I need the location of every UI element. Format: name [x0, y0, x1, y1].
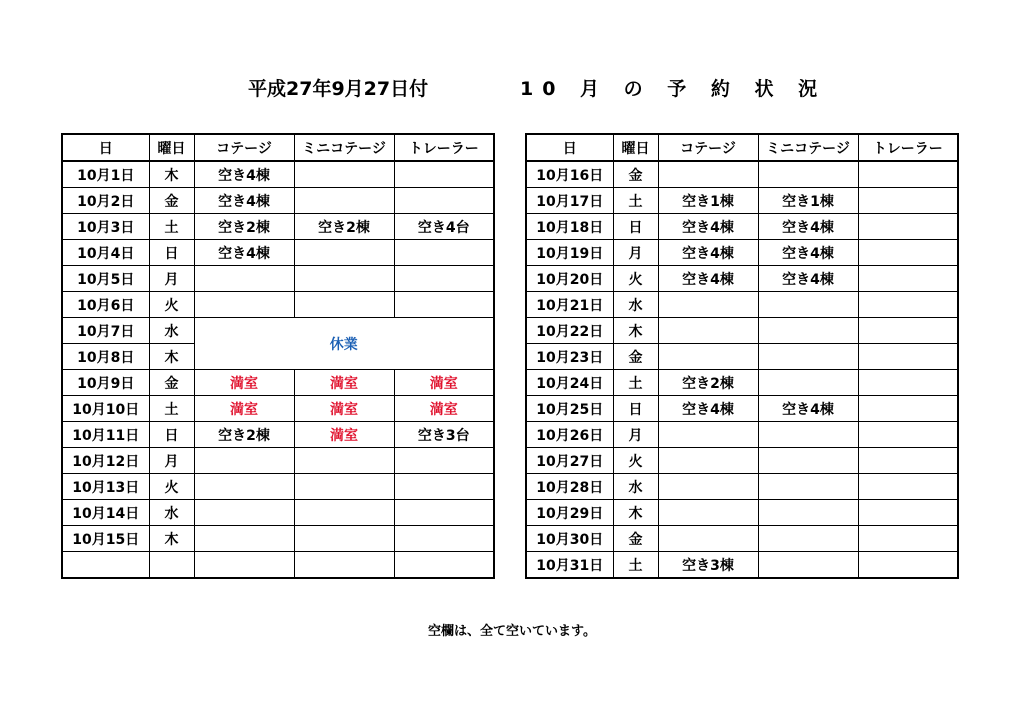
cell-trailer [858, 188, 958, 214]
cell-trailer [858, 500, 958, 526]
cell-day-of-week: 月 [149, 266, 194, 292]
cell-date: 10月25日 [526, 396, 613, 422]
cell-date: 10月12日 [62, 448, 149, 474]
cell-mini-cottage [294, 240, 394, 266]
cell-date: 10月31日 [526, 552, 613, 579]
cell-date: 10月21日 [526, 292, 613, 318]
cell-day-of-week: 火 [149, 474, 194, 500]
cell-date: 10月11日 [62, 422, 149, 448]
cell-date: 10月27日 [526, 448, 613, 474]
cell-date: 10月22日 [526, 318, 613, 344]
title-heading: 10 月 の 予 約 状 況 [520, 78, 827, 100]
cell-day-of-week [149, 552, 194, 579]
cell-date [62, 552, 149, 579]
cell-cottage: 満室 [194, 370, 294, 396]
cell-day-of-week: 金 [613, 344, 658, 370]
cell-date: 10月1日 [62, 161, 149, 188]
cell-mini-cottage: 空き1棟 [758, 188, 858, 214]
cell-cottage [194, 500, 294, 526]
cell-date: 10月26日 [526, 422, 613, 448]
header-trailer: トレーラー [858, 134, 958, 161]
table-row [526, 500, 958, 526]
table-row [526, 318, 958, 344]
cell-day-of-week: 土 [613, 188, 658, 214]
cell-mini-cottage [758, 370, 858, 396]
table-row [526, 161, 958, 188]
cell-mini-cottage [294, 266, 394, 292]
table-row [62, 526, 494, 552]
cell-cottage [658, 474, 758, 500]
cell-cottage [658, 500, 758, 526]
cell-trailer [394, 240, 494, 266]
cell-day-of-week: 木 [149, 161, 194, 188]
table-row [62, 240, 494, 266]
cell-mini-cottage [758, 292, 858, 318]
cell-mini-cottage [758, 318, 858, 344]
cell-date: 10月28日 [526, 474, 613, 500]
cell-date: 10月2日 [62, 188, 149, 214]
cell-trailer [394, 552, 494, 579]
cell-trailer [858, 344, 958, 370]
cell-trailer [858, 266, 958, 292]
cell-trailer: 満室 [394, 370, 494, 396]
cell-cottage: 満室 [194, 396, 294, 422]
table-row [526, 396, 958, 422]
cell-cottage: 空き1棟 [658, 188, 758, 214]
cell-mini-cottage [294, 292, 394, 318]
cell-cottage [658, 448, 758, 474]
cell-mini-cottage [758, 161, 858, 188]
cell-cottage [658, 161, 758, 188]
cell-trailer: 満室 [394, 396, 494, 422]
cell-date: 10月6日 [62, 292, 149, 318]
cell-mini-cottage [758, 474, 858, 500]
cell-mini-cottage: 空き4棟 [758, 266, 858, 292]
cell-trailer [858, 318, 958, 344]
cell-trailer [858, 552, 958, 579]
table-row [62, 370, 494, 396]
header-trailer: トレーラー [394, 134, 494, 161]
table-row [526, 292, 958, 318]
cell-mini-cottage: 満室 [294, 422, 394, 448]
cell-cottage: 空き4棟 [658, 266, 758, 292]
cell-trailer [858, 214, 958, 240]
cell-cottage [194, 552, 294, 579]
cell-day-of-week: 月 [613, 422, 658, 448]
cell-cottage [658, 526, 758, 552]
table-row [62, 188, 494, 214]
table-header-row [526, 134, 958, 161]
cell-mini-cottage: 空き4棟 [758, 214, 858, 240]
cell-mini-cottage [294, 448, 394, 474]
cell-trailer [394, 500, 494, 526]
cell-mini-cottage: 満室 [294, 396, 394, 422]
cell-trailer [394, 474, 494, 500]
header-day-of-week: 曜日 [613, 134, 658, 161]
cell-date: 10月16日 [526, 161, 613, 188]
table-row [62, 318, 494, 344]
cell-cottage [658, 344, 758, 370]
cell-trailer [858, 292, 958, 318]
cell-cottage: 空き4棟 [658, 396, 758, 422]
cell-date: 10月20日 [526, 266, 613, 292]
cell-day-of-week: 金 [613, 161, 658, 188]
table-row [62, 292, 494, 318]
cell-cottage [194, 292, 294, 318]
cell-date: 10月17日 [526, 188, 613, 214]
cell-trailer [858, 161, 958, 188]
cell-cottage: 空き3棟 [658, 552, 758, 579]
header-date: 日 [526, 134, 613, 161]
table-row [526, 422, 958, 448]
header-day-of-week: 曜日 [149, 134, 194, 161]
cell-date: 10月24日 [526, 370, 613, 396]
cell-day-of-week: 月 [149, 448, 194, 474]
table-row [526, 552, 958, 579]
cell-date: 10月18日 [526, 214, 613, 240]
cell-day-of-week: 土 [149, 214, 194, 240]
footnote: 空欄は、全て空いています。 [428, 624, 596, 639]
cell-day-of-week: 水 [149, 318, 194, 344]
cell-date: 10月5日 [62, 266, 149, 292]
cell-date: 10月13日 [62, 474, 149, 500]
cell-trailer [394, 188, 494, 214]
header-cottage: コテージ [658, 134, 758, 161]
cell-mini-cottage [294, 188, 394, 214]
table-row [526, 448, 958, 474]
cell-mini-cottage [294, 552, 394, 579]
table-row [526, 214, 958, 240]
cell-cottage: 空き4棟 [194, 161, 294, 188]
cell-trailer: 空き4台 [394, 214, 494, 240]
table-row [526, 188, 958, 214]
cell-day-of-week: 日 [613, 396, 658, 422]
cell-date: 10月30日 [526, 526, 613, 552]
cell-date: 10月7日 [62, 318, 149, 344]
cell-mini-cottage: 空き4棟 [758, 240, 858, 266]
cell-day-of-week: 土 [613, 370, 658, 396]
table-header-row [62, 134, 494, 161]
cell-mini-cottage [294, 526, 394, 552]
table-row [62, 422, 494, 448]
cell-trailer [394, 292, 494, 318]
cell-day-of-week: 水 [613, 292, 658, 318]
table-row [62, 214, 494, 240]
cell-trailer [858, 396, 958, 422]
cell-date: 10月3日 [62, 214, 149, 240]
cell-date: 10月19日 [526, 240, 613, 266]
cell-trailer [858, 526, 958, 552]
cell-day-of-week: 金 [613, 526, 658, 552]
cell-cottage [194, 474, 294, 500]
cell-cottage [658, 292, 758, 318]
cell-day-of-week: 土 [149, 396, 194, 422]
cell-cottage: 空き4棟 [194, 188, 294, 214]
table-row [526, 266, 958, 292]
table-row [526, 344, 958, 370]
cell-day-of-week: 火 [149, 292, 194, 318]
header-date: 日 [62, 134, 149, 161]
cell-mini-cottage [758, 552, 858, 579]
cell-trailer [858, 474, 958, 500]
schedule-table-right [525, 133, 959, 579]
cell-mini-cottage [758, 422, 858, 448]
cell-mini-cottage [294, 161, 394, 188]
table-row [62, 161, 494, 188]
table-row [62, 552, 494, 579]
cell-trailer [394, 448, 494, 474]
cell-day-of-week: 水 [149, 500, 194, 526]
table-row [62, 266, 494, 292]
table-row [62, 474, 494, 500]
cell-day-of-week: 火 [613, 448, 658, 474]
cell-date: 10月8日 [62, 344, 149, 370]
table-row [526, 474, 958, 500]
cell-trailer [394, 526, 494, 552]
cell-cottage: 空き4棟 [194, 240, 294, 266]
cell-mini-cottage: 満室 [294, 370, 394, 396]
cell-date: 10月14日 [62, 500, 149, 526]
cell-cottage: 空き4棟 [658, 214, 758, 240]
cell-mini-cottage: 空き2棟 [294, 214, 394, 240]
table-row [62, 448, 494, 474]
cell-mini-cottage [758, 448, 858, 474]
cell-day-of-week: 月 [613, 240, 658, 266]
table-row [62, 396, 494, 422]
document-title [0, 74, 1024, 106]
cell-cottage: 空き2棟 [194, 214, 294, 240]
cell-mini-cottage [758, 526, 858, 552]
cell-day-of-week: 日 [149, 240, 194, 266]
cell-date: 10月15日 [62, 526, 149, 552]
cell-cottage: 空き4棟 [658, 240, 758, 266]
cell-day-of-week: 木 [613, 500, 658, 526]
cell-mini-cottage [294, 500, 394, 526]
cell-trailer [858, 240, 958, 266]
table-row [526, 370, 958, 396]
cell-day-of-week: 日 [613, 214, 658, 240]
header-mini-cottage: ミニコテージ [294, 134, 394, 161]
table-row [526, 526, 958, 552]
cell-day-of-week: 土 [613, 552, 658, 579]
cell-cottage [658, 318, 758, 344]
cell-date: 10月23日 [526, 344, 613, 370]
table-row [526, 240, 958, 266]
cell-day-of-week: 火 [613, 266, 658, 292]
schedule-table-left [61, 133, 495, 579]
cell-trailer [394, 266, 494, 292]
cell-mini-cottage [758, 344, 858, 370]
cell-cottage: 空き2棟 [658, 370, 758, 396]
cell-cottage [194, 266, 294, 292]
cell-date: 10月29日 [526, 500, 613, 526]
header-mini-cottage: ミニコテージ [758, 134, 858, 161]
cell-cottage [194, 448, 294, 474]
cell-day-of-week: 木 [613, 318, 658, 344]
cell-cottage [194, 526, 294, 552]
cell-cottage: 空き2棟 [194, 422, 294, 448]
cell-trailer [858, 422, 958, 448]
table-row [62, 500, 494, 526]
cell-day-of-week: 木 [149, 344, 194, 370]
cell-date: 10月4日 [62, 240, 149, 266]
header-cottage: コテージ [194, 134, 294, 161]
cell-day-of-week: 水 [613, 474, 658, 500]
title-date: 平成27年9月27日付 [248, 78, 429, 100]
cell-day-of-week: 金 [149, 188, 194, 214]
cell-day-of-week: 日 [149, 422, 194, 448]
closed-label: 休業 [194, 318, 494, 370]
cell-trailer [858, 370, 958, 396]
cell-mini-cottage: 空き4棟 [758, 396, 858, 422]
cell-mini-cottage [294, 474, 394, 500]
cell-date: 10月10日 [62, 396, 149, 422]
cell-date: 10月9日 [62, 370, 149, 396]
cell-trailer [858, 448, 958, 474]
cell-cottage [658, 422, 758, 448]
cell-trailer [394, 161, 494, 188]
cell-day-of-week: 金 [149, 370, 194, 396]
cell-trailer: 空き3台 [394, 422, 494, 448]
cell-day-of-week: 木 [149, 526, 194, 552]
cell-mini-cottage [758, 500, 858, 526]
